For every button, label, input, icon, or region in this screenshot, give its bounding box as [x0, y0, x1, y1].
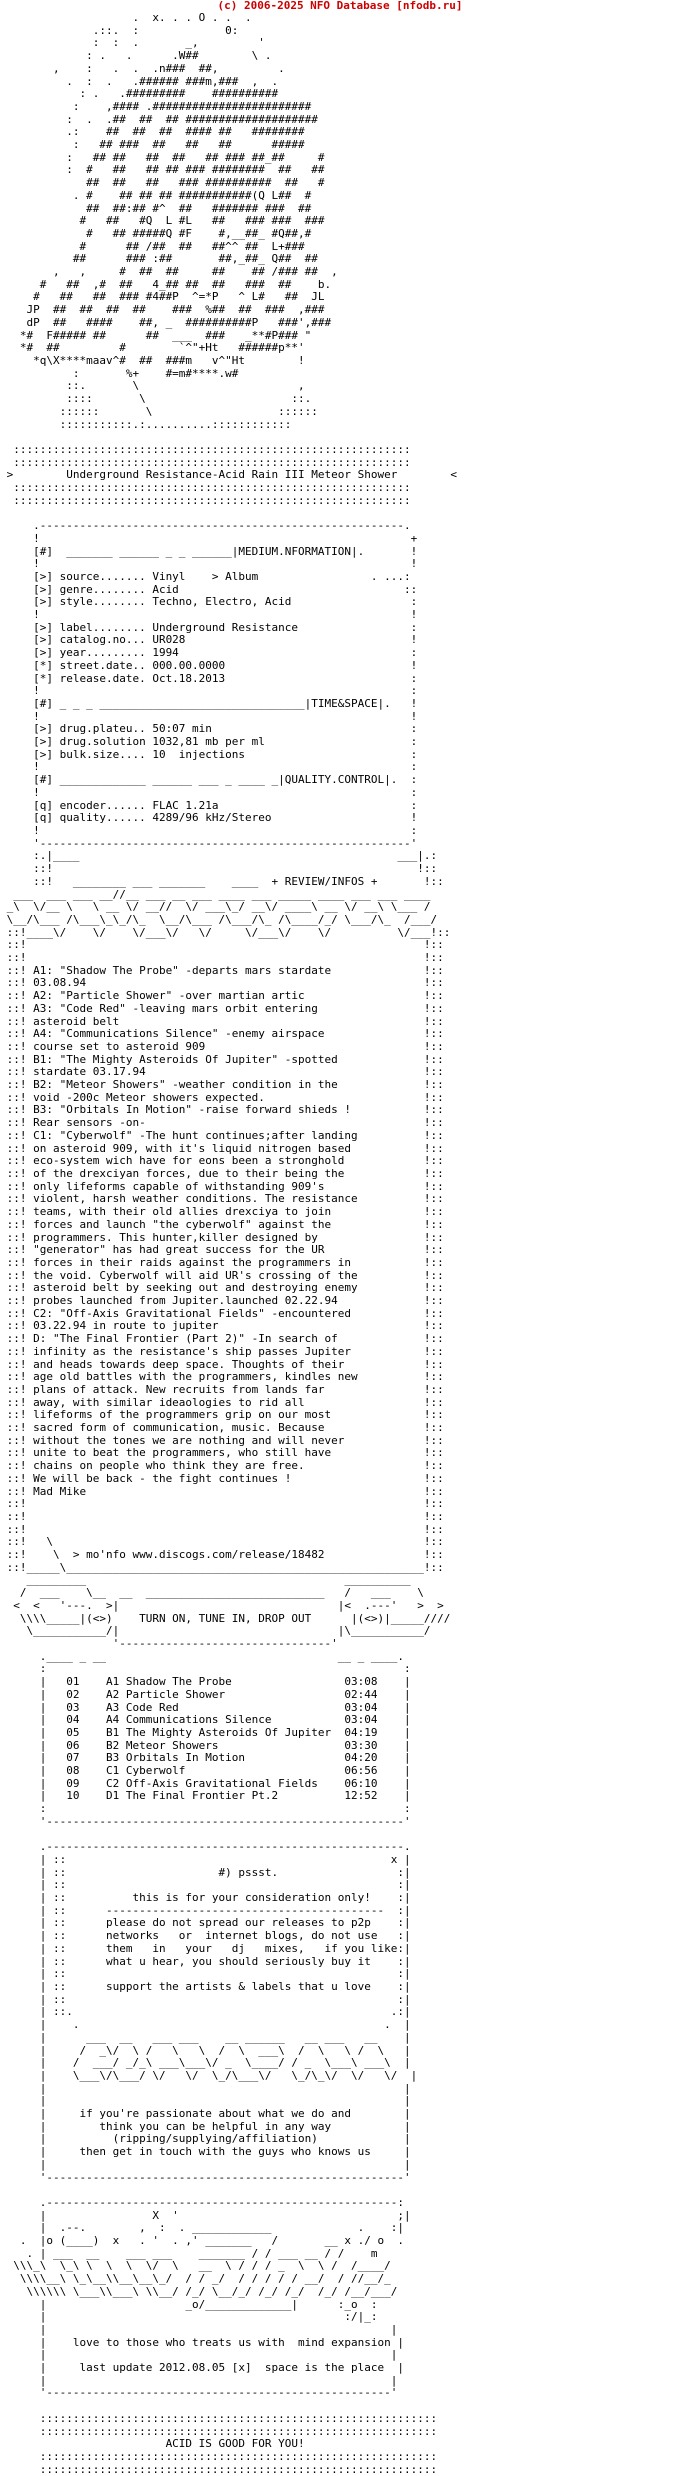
nfo-text: . x. . . O . . . .::. : 0: : : . _, ' : . . .W## \ . , : . . .n### ##, . . : . .###### ###m,### , . : . .######### ########## : ,#### .######################## : . .## ## ## #################### .: ## ## ## #### ## ######## : ## ### ## ## ## ##### : ## ## ## ## ## ### ##_## # : # ## ## ## ### ######## ## ## ## ## ## ### ########## ## # . # ## ## ## ###########(Q L## # ## ##:## #^ ## ####### ### ## # ## #Q L #L ## ### ### ### # ## #####Q #F #,__##_ #Q##,# # ## /## ## ##^^ ## L+### ## ### :## ##,_##_ Q## ## , , # ## ## ## ## /### ## , # ## ,# ## 4_## ## ## ### ## b. # ## ## ### #4##P ^=*P ^ L# ## JL JP ## ## ## ## ### %## ## ### ,### dP ## #### ##, _ ##########P ###',### *# F##### ## ## ___ ### _**#P### " *# ## # `^"+Ht ######p**' *q\X****maav^# ## ###m v^"Ht ! : %+ #=m#****.w# ::. \ , :::: \ ::. :::::: \ :::::: :::::::::::.:..........:::::::::::: :::::::::::::::::::::::::::::::::::::::::::::::::::::::::::: :::::::::::::::::::::::::::::::::::::::::::::::::::::::::::: > Underground Resistance-Acid Rain III Meteor Shower < :::::::::::::::::::::::::::::::::::::::::::::::::::::::::::: :::::::::::::::::::::::::::::::::::::::::::::::::::::::::::: .-------------------------------------------------------. ! + [#] _______ ______ _ _ ______|MEDIUM.NFORMATION|. ! ! ! [>] source....... Vinyl > Album . ...: [>] genre........ Acid :: [>] style........ Techno, Electro, Acid : ! ! [>] label........ Underground Resistance : [>] catalog.no... UR028 ! [>] year......... 1994 : [*] street.date.. 000.00.0000 ! [*] release.date. Oct.18.2013 : ! : [#] _ _ _ _______________________________|TIME&SPACE|. ! ! ! [>] drug.plateu.. 50:07 min : [>] drug.solution 1032,81 mb per ml : [>] bulk.size.... 10 injections : ! : [#] _____________ ______ ___ _ ____ _|QUALITY.CONTROL|. : ! : [q] encoder...... FLAC 1.21a : [q] quality...... 4289/96 kHz/Stereo ! ! : '--------------------------------------------------------' :.|____ ___|.: ::! !:: ::! ________ ___ _______ ____ + REVIEW/INFOS + !:: ___ ___ ___ __//__ ___ __ ___ ____ ___ _____ ____ ___ ___ ____ _\ \/__ \ \ __ \/ __// \/ ___\_/ __\/ ____\ __ \/ __\ \___ / \__/\___ /\___\_\_/\_ \__/\___ /\___/\_ /\____/_/ \___/\_ /___/ ::!____\/ \/ \/___\/ \/ \/___\/ \/ \/___!:: ::! !:: ::! !:: ::! A1: "Shadow The Probe" -departs mars stardate !:: ::! 03.08.94 !:: ::! A2: "Particle Shower" -over martian artic !:: ::! A3: "Code Red" -leaving mars orbit entering !:: ::! asteroid belt !:: ::! A4: "Communications Silence" -enemy airspace !:: ::! course set to asteroid 909 !:: ::! B1: "The Mighty Asteroids Of Jupiter" -spotted !:: ::! stardate 03.17.94 !:: ::! B2: "Meteor Showers" -weather condition in the !:: ::! void -200c Meteor showers expected. !:: ::! B3: "Orbitals In Motion" -raise forward shieds ! !:: ::! Rear sensors -on- !:: ::! C1: "Cyberwolf" -The hunt continues;after landing !:: ::! on asteroid 909, with it's liquid nitrogen based !:: ::! eco-system wich have for eons been a stronghold !:: ::! of the drexciyan forces, due to their being the !:: ::! only lifeforms capable of withstanding 909's !:: ::! violent, harsh weather conditions. The resistance !:: ::! teams, with their old allies drexciya to join !:: ::! forces and launch "the cyberwolf" against the !:: ::! programmers. This hunter,killer designed by !:: ::! "generator" has had great success for the UR !:: ::! forces in their raids against the programmers in !:: ::! the void. Cyberwolf will aid UR's crossing of the !:: ::! asteroid belt by seeking out and destroying enemy !:: ::! probes launched from Jupiter.launched 02.22.94 !:: ::! C2: "Off-Axis Gravitational Fields" -encountered !:: ::! 03.22.94 in route to jupiter !:: ::! D: "The Final Frontier (Part 2)" -In search of !:: ::! infinity as the resistance's ship passes Jupiter !:: ::! and heads towards deep space. Thoughts of their !:: ::! age old battles with the programmers, kindles new !:: ::! plans of attack. New recruits from lands far !:: ::! away, with similar ideaologies to rid all !:: ::! lifeforms of the programmers grip on our most !:: ::! sacred form of communication, music. Because !:: ::! without the tones we are nothing and will never !:: ::! unite to beat the programmers, who still have !:: ::! chains on people who think they are free. !:: ::! We will be back - the fight continues ! !:: ::! Mad Mike !:: ::! !:: ::! !:: ::! !:: ::! \ !:: ::! \ > mo'nfo www.discogs.com/release/18482 !:: ::!_____\______________________________________________________!:: _________ __________ / ___ \__ __ ___________________________ / ___ \ < < '---. >| |< .---' > > \\\\_____|(<>) TURN ON, TUNE IN, DROP OUT |(<>)|_____//// \___________/| |\___________/ '--------------------------------' .____ _ __ __ _ ____. : : | 01 A1 Shadow The Probe 03:08 | | 02 A2 Particle Shower 02:44 | | 03 A3 Code Red 03:04 | | 04 A4 Communications Silence 03:04 | | 05 B1 The Mighty Asteroids Of Jupiter 04:19 | | 06 B2 Meteor Showers 03:30 | | 07 B3 Orbitals In Motion 04:20 | | 08 C1 Cyberwolf 06:56 | | 09 C2 Off-Axis Gravitational Fields 06:10 | | 10 D1 The Final Frontier Pt.2 12:52 | : : '------------------------------------------------------' .------------------------------------------------------. | :: x | | :: #) pssst. :| | :: :| | :: this is for your consideration only! :| | :: ------------------------------------------ :| | :: please do not spread our releases to p2p :| | :: networks or internet blogs, do not use :| | :: them in your dj mixes, if you like:| | :: what u hear, you should seriously buy it :| | :: :| | :: support the artists & labels that u love :| | :: :| | ::. .:| | . . | | ___ __ ___ ___ __ ______ __ ___ __ | | / _\/ \ / \ \ / \ ___\ / \ \ / \ | | / ___/ _/_\ ___\___\/ _ \____/ / _ \___\ ___\ | | \___\/\___/ \/ \/ \_/\___\/ \_/\_\/ \/ \/ | | | | | | if you're passionate about what we do and | | think you can be helpful in any way | | (ripping/supplying/affiliation) | | then get in touch with the guys who knows us | | | '------------------------------------------------------' .-----------------------------------------------------: | X ' ;| | .--. , : . ____________ . :| . |o (____) x . ' . ,' _______ / __ x ./ o . . | ___ __ ___ ___ _______ / / ___ __ / / m \\\_\ \_\ \ \ \ \/ \ __ \ / / / _ \ \ / /____/ \\\\__\ \_\__\\__\__\_/ / / _/ / / / / / __/ / //__/_ \\\\\\ \___\\___\ \\__/ /_/ \__/_/ /_/ /_/ /_/ /__/___/ | _o/_____________| :_o : | :/|_: | | | love to those who treats us with mind expansion | | | | last update 2012.08.05 [x] space is the place | | | '----------------------------------------------------' :::::::::::::::::::::::::::::::::::::::::::::::::::::::::::: :::::::::::::::::::::::::::::::::::::::::::::::::::::::::::: ACID IS GOOD FOR YOU! :::::::::::::::::::::::::::::::::::::::::::::::::::::::::::: ::::::::::::::::::::::::::::::::::::::::::::::::::::::::::::	[6, 11, 457, 2476]
copyright-header: (c) 2006-2025 NFO Database [nfodb.ru]	[217, 0, 463, 12]
